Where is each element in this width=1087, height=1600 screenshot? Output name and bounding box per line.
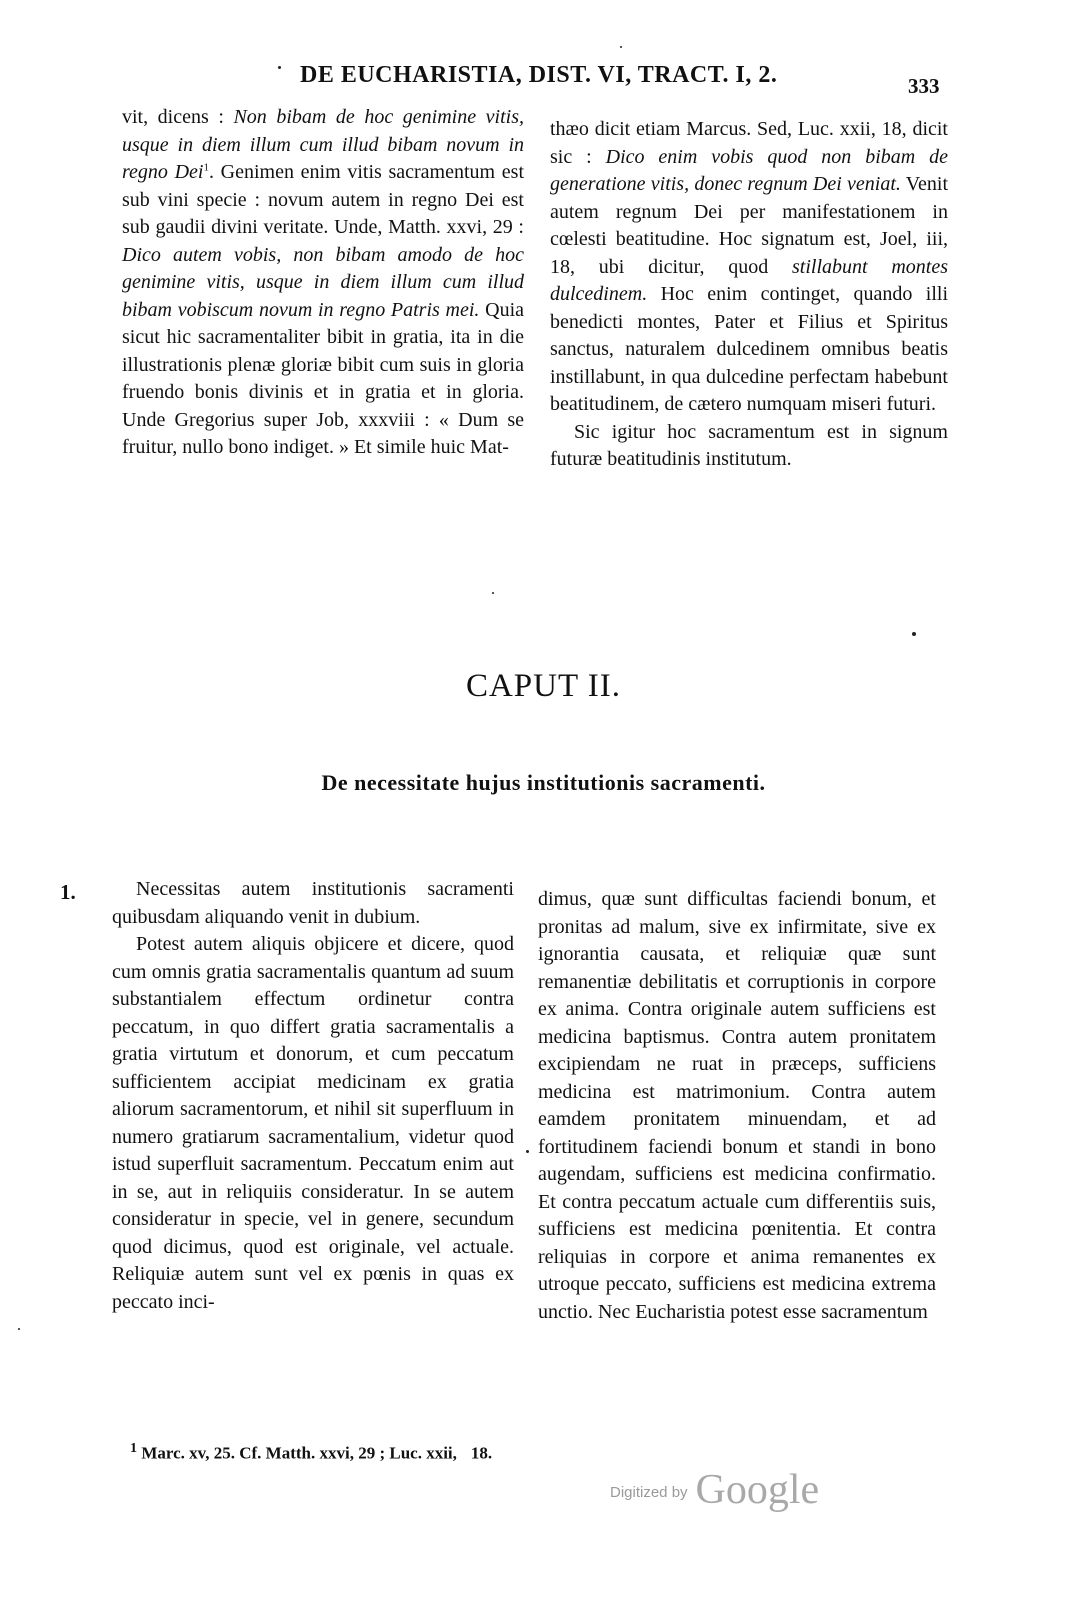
bottom-right-column <box>538 886 936 1326</box>
continued-paragraph <box>122 104 524 462</box>
top-right-column <box>550 116 948 474</box>
text-run: thæo dicit etiam Marcus. Sed, Luc. xxii, 18, dicit sic : <box>550 118 948 168</box>
scan-speck <box>492 592 494 594</box>
scan-speck <box>526 1150 529 1153</box>
google-logo: Google <box>695 1467 820 1513</box>
scan-speck <box>912 632 916 636</box>
text-run: Sic igitur hoc sacramentum est in signum futuræ beatitudinis institutum. <box>550 420 948 470</box>
digitized-label: Digitized by <box>610 1484 688 1501</box>
italic-quotation: Non bibam de hoc genimine vitis, usque in diem illum cum illud bibam novum in regno Dei <box>122 106 524 183</box>
scan-speck <box>278 66 281 69</box>
text-run: . Genimen enim vitis sacramentum est sub vini specie : novum autem in regno Dei est sub gaudii divini veritate. Unde, Matth. xxvi, 29 : <box>122 161 525 238</box>
top-left-column <box>122 104 524 462</box>
digitized-by-watermark <box>610 1466 819 1522</box>
closing-paragraph <box>550 419 948 474</box>
footnote-text: Marc. xv, 25. Cf. Matth. xxvi, 29 ; Luc. xxii, <box>141 1443 457 1463</box>
text-run: Potest autem aliquis objicere et dicere, quod cum omnis gratia sacramentalis quantum ad suum substantialem effectum ordinetur contra peccatum, in quo differt gratia sacramentalis a gratia virtutum et donorum, et cum peccatum sufficientem accipiat medicinam ex gratia aliorum sacramentorum, et nihil sit superfluum in numero gratiarum sacramentalium, videtur quod istud superfluit sacramentum. Peccatum enim aut in se, aut in reliquiis consideratur. In se autem consideratur in specie, vel in genere, secundum quod dicimus, quod est originale, vel actuale. Reliquiæ autem sunt vel ex pœnis in quas ex peccato inci- <box>112 933 514 1313</box>
scan-speck <box>620 46 622 48</box>
text-run: vit, dicens : <box>122 106 234 128</box>
chapter-title: CAPUT II. <box>465 668 622 704</box>
text-run: Hoc enim continget, quando illi benedicti montes, Pater et Filius et Spiritus sanctus, naturalem dulcedinem omnibus beatis instillabunt, in qua dulcedine perfectam habebunt beatitudinem, de cætero numquam miseri futuri. <box>550 283 948 415</box>
opening-paragraph <box>112 876 514 931</box>
running-head: DE EUCHARISTIA, DIST. VI, TRACT. I, 2. <box>300 62 778 88</box>
footnote-reference: 1 <box>203 161 209 174</box>
chapter-subtitle: De necessitate hujus institutionis sacramenti. <box>321 770 766 795</box>
page-number: 333 <box>908 74 940 98</box>
italic-quotation: Dico autem vobis, non bibam amodo de hoc genimine vitis, usque in diem illum cum illud bibam vobiscum novum in regno Patris mei. <box>122 243 524 321</box>
italic-quotation: Dico enim vobis quod non bibam de generatione vitis, donec regnum Dei veniat. <box>550 145 948 195</box>
italic-quotation: stillabunt montes dulcedinem. <box>550 255 949 305</box>
footnote-mark: 1 <box>130 1440 138 1456</box>
footnote-trail: 18. <box>470 1443 493 1463</box>
footnote <box>130 1440 492 1464</box>
text-run: dimus, quæ sunt difficultas faciendi bonum, et pronitas ad malum, sive ex infirmitate, sive ex ignorantia causata, et reliquiæ quæ sunt remanentiæ debilitatis et corruptionis in corpore ex anima. Contra originale autem sufficiens est medicina baptismus. Contra autem pronitatem excipiendam ne ruat in præceps, sufficiens medicina est matrimonium. Contra autem eamdem pronitatem minuendam, et ad fortitudinem faciendi bonum et standi in bono augendam, sufficiens est medicina confirmatio. Et contra peccatum actuale cum differentiis suis, sufficiens est medicina pœnitentia. Et contra reliquias in corpore et anima remanentes ex utroque peccato, sufficiens est medicina extrema unctio. Nec Eucharistia potest esse sacramentum <box>538 888 936 1323</box>
section-number: 1. <box>60 880 76 904</box>
scan-speck <box>18 1328 20 1330</box>
text-run: Necessitas autem institutionis sacramenti quibusdam aliquando venit in dubium. <box>112 878 514 928</box>
objection-paragraph <box>112 931 514 1316</box>
text-run: Venit autem regnum Dei per manifestationem in cœlesti beatitudine. Hoc signatum est, Joel, iii, 18, ubi dicitur, quod <box>550 173 948 278</box>
bottom-left-column <box>112 876 514 1316</box>
objection-paragraph-continued <box>538 886 936 1326</box>
continued-paragraph-end <box>550 116 948 419</box>
text-run: Quia sicut hic sacramentaliter bibit in gratia, ita in die illustrationis plenæ gloriæ bibit cum suis in gloria fruendo bonis divinis et in gratia et in gloria. Unde Gregorius super Job, xxxviii : « Dum se fruitur, nullo bono indiget. » Et simile huic Mat- <box>122 298 524 458</box>
